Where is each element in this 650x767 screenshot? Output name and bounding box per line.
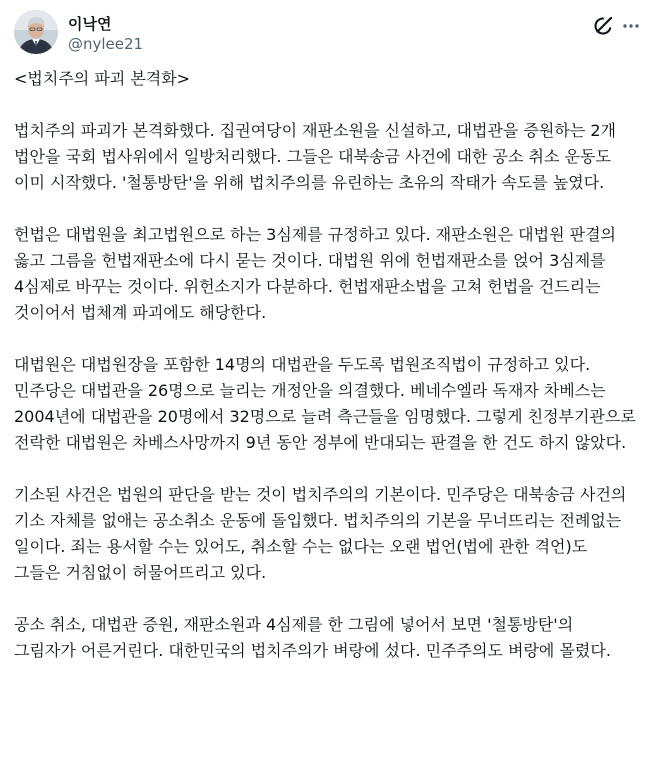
post-paragraph-4: 기소된 사건은 법원의 판단을 받는 것이 법치주의의 기본이다. 민주당은 대북송금 사건의 기소 자체를 없애는 공소취소 운동에 돌입했다. 법치주의의 기본을 무너뜨리는 전례없는 일이다. 죄는 용서할 수는 있어도, 취소할 수는 없다는 오랜 법언(법에 관한 격언)도 그들은 거침없이 허물어뜨리고 있다.	[14, 485, 632, 582]
post-body	[14, 66, 641, 690]
user-handle[interactable]: @nylee21	[68, 35, 144, 53]
grok-button[interactable]	[590, 13, 616, 39]
more-options-button[interactable]	[620, 13, 642, 39]
post-title: <법치주의 파괴 본격화>	[14, 69, 191, 88]
post-paragraph-2: 헌법은 대법원을 최고법원으로 하는 3심제를 규정하고 있다. 재판소원은 대법원 판결의 옳고 그름을 헌법재판소에 다시 묻는 것이다. 대법원 위에 헌법재판소를 얹어 3심제를 4심제로 바꾸는 것이다. 위헌소지가 다분하다. 헌법재판소법을 고쳐 헌법을 건드리는 것이어서 법체계 파괴에도 해당한다.	[14, 225, 622, 322]
more-dots-icon	[622, 23, 640, 29]
grok-icon	[592, 15, 614, 37]
post-paragraph-3: 대법원은 대법원장을 포함한 14명의 대법관을 두도록 법원조직법이 규정하고 있다. 민주당은 대법관을 26명으로 늘리는 개정안을 의결했다. 베네수엘라 독재자 차베스는 2004년에 대법관을 20명에서 32명으로 늘려 측근들을 임명했다. 그렇게 친정부기관으로 전락한 대법원은 차베스사망까지 9년 동안 정부에 반대되는 판결을 한 건도 하지 않았다.	[14, 355, 641, 452]
post-paragraph-1: 법치주의 파괴가 본격화했다. 집권여당이 재판소원을 신설하고, 대법관을 증원하는 2개 법안을 국회 법사위에서 일방처리했다. 그들은 대북송금 사건에 대한 공소 취소 운동도 이미 시작했다. '철통방탄'을 위해 법치주의를 유린하는 초유의 작태가 속도를 높였다.	[14, 121, 622, 192]
avatar-photo	[14, 10, 58, 54]
avatar[interactable]	[14, 10, 58, 54]
post-paragraph-5: 공소 취소, 대법관 증원, 재판소원과 4심제를 한 그림에 넣어서 보면 '철통방탄'의 그림자가 어른거린다. 대한민국의 법치주의가 벼랑에 섰다. 민주주의도 벼랑에 몰렸다.	[14, 615, 611, 660]
user-name[interactable]: 이낙연	[68, 15, 112, 33]
post-header	[14, 10, 640, 56]
